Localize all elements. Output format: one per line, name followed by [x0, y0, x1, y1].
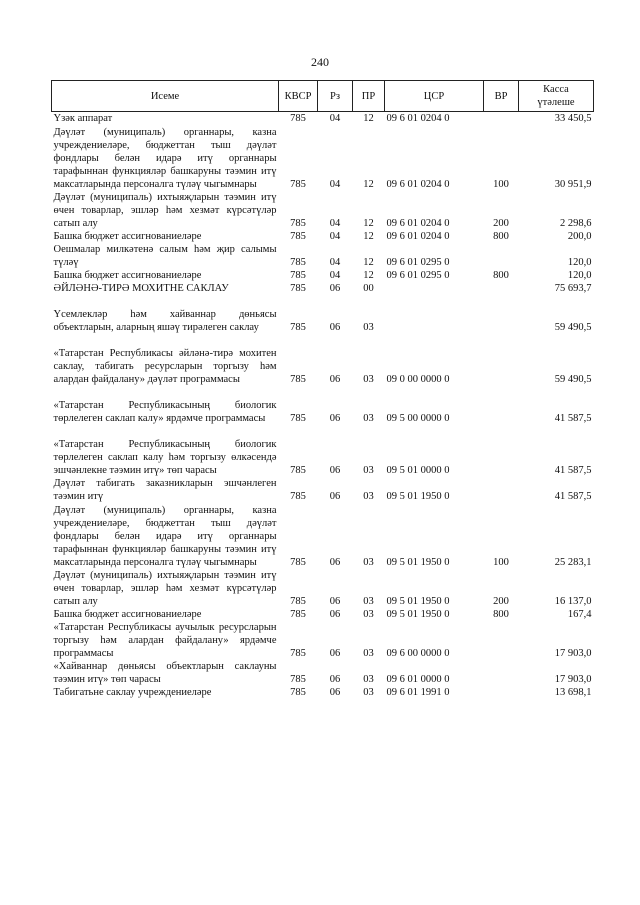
row-pr: 03 — [363, 413, 374, 424]
row-csr: 09 5 01 1950 0 — [386, 557, 450, 568]
row-rz: 06 — [329, 687, 341, 698]
row-pr: 03 — [363, 557, 374, 568]
table-row — [52, 334, 594, 386]
row-pr: 03 — [363, 674, 374, 685]
table-row — [52, 295, 594, 334]
header-name: Исеме — [52, 81, 279, 112]
header-kassa-line2: үтәлеше — [537, 97, 575, 108]
row-amount: 2 298,6 — [560, 218, 592, 229]
budget-table — [51, 80, 594, 699]
row-csr: 09 5 01 1950 0 — [386, 491, 450, 502]
row-kvsr: 785 — [290, 491, 306, 502]
row-vr — [484, 477, 519, 503]
row-csr: 09 5 01 1950 0 — [386, 596, 450, 607]
row-rz: 06 — [329, 596, 341, 607]
row-rz: 04 — [329, 257, 341, 268]
row-kvsr: 785 — [290, 609, 306, 620]
row-name: Башка бюджет ассигнованиеләре — [53, 231, 202, 242]
row-kvsr: 785 — [290, 218, 306, 229]
table-row — [52, 269, 594, 282]
row-name: Дәүләт (муниципаль) органнары, казна учреждениеләре, бюджеттан тыш дәүләт фондлары белән идарә итү органнары тарафыннан функцияләр башкаруны тәэмин итү максатларында персоналга түләү чыгымнары — [53, 505, 277, 568]
row-csr: 09 6 01 1991 0 — [386, 687, 450, 698]
row-kvsr: 785 — [290, 596, 306, 607]
row-amount: 59 490,5 — [554, 374, 592, 385]
row-amount: 59 490,5 — [554, 322, 592, 333]
row-amount: 25 283,1 — [554, 557, 592, 568]
row-kvsr: 785 — [290, 231, 306, 242]
row-rz: 06 — [329, 374, 341, 385]
row-rz: 06 — [329, 609, 341, 620]
row-vr: 800 — [493, 270, 509, 281]
row-csr: 09 6 00 0000 0 — [386, 648, 450, 659]
row-name: «Татарстан Республикасы әйләнә-тирә мохитен саклау, табигать ресурсларын торгызу һәм алардан файдалану» дәүләт программасы — [53, 348, 277, 385]
row-amount: 33 450,5 — [554, 113, 592, 124]
row-rz: 04 — [329, 218, 341, 229]
table-row — [52, 282, 594, 295]
table-row — [52, 191, 594, 230]
table-row — [52, 243, 594, 269]
table-row — [52, 125, 594, 191]
row-pr: 03 — [363, 648, 374, 659]
row-name: Дәүләт табигать заказникларын эшчәнлеген тәэмин итү — [53, 478, 277, 502]
row-pr: 12 — [363, 270, 374, 281]
row-rz: 04 — [329, 113, 341, 124]
row-csr: 09 5 00 0000 0 — [386, 413, 450, 424]
row-amount: 13 698,1 — [554, 687, 592, 698]
row-name: «Татарстан Республикасының биологик төрлелеген саклап калу һәм торгызу өлкәсендә эшчәнлекне тәэмин итү» төп чарасы — [53, 439, 277, 476]
row-vr — [484, 295, 519, 334]
row-csr: 09 6 01 0204 0 — [386, 179, 450, 190]
row-vr: 100 — [493, 557, 509, 568]
row-vr — [484, 282, 519, 295]
row-name: Оешмалар милкәтенә салым һәм җир салымы түләү — [53, 244, 277, 268]
table-row — [52, 569, 594, 608]
row-csr: 09 5 01 0000 0 — [386, 465, 450, 476]
row-name: Үзәк аппарат — [53, 113, 113, 124]
row-vr — [484, 425, 519, 477]
row-pr: 12 — [363, 257, 374, 268]
row-name: Дәүләт (муниципаль) ихтыяҗларын тәэмин итү өчен товарлар, эшләр һәм хезмәт күрсәтүләр сатып алу — [53, 192, 277, 229]
row-amount: 120,0 — [567, 270, 592, 281]
row-vr: 800 — [493, 231, 509, 242]
row-amount: 30 951,9 — [554, 179, 592, 190]
row-pr: 12 — [363, 231, 374, 242]
row-name: ӘЙЛӘНӘ-ТИРӘ МОХИТНЕ САКЛАУ — [53, 283, 229, 294]
row-amount: 16 137,0 — [554, 596, 592, 607]
row-vr — [484, 243, 519, 269]
row-kvsr: 785 — [290, 413, 306, 424]
row-vr — [484, 621, 519, 660]
row-name: Үсемлекләр һәм хайваннар дөньясы объектларын, аларның яшәү тирәлеген саклау — [53, 309, 277, 333]
row-kvsr: 785 — [290, 322, 306, 333]
header-csr: ЦСР — [385, 81, 484, 112]
row-vr: 200 — [493, 596, 509, 607]
header-kvsr: КВСР — [279, 81, 318, 112]
row-csr — [385, 295, 484, 334]
row-pr: 03 — [363, 687, 374, 698]
row-pr: 00 — [363, 283, 374, 294]
row-name: «Хайваннар дөньясы объектларын саклауны тәэмин итү» төп чарасы — [53, 661, 277, 685]
row-amount: 75 693,7 — [554, 283, 592, 294]
row-kvsr: 785 — [290, 270, 306, 281]
row-rz: 06 — [329, 648, 341, 659]
row-csr: 09 6 01 0204 0 — [386, 113, 450, 124]
row-amount: 167,4 — [567, 609, 592, 620]
row-pr: 03 — [363, 322, 374, 333]
table-row — [52, 386, 594, 425]
header-rz: Рз — [318, 81, 353, 112]
row-name: Башка бюджет ассигнованиеләре — [53, 270, 202, 281]
row-pr: 03 — [363, 374, 374, 385]
row-csr: 09 5 01 1950 0 — [386, 609, 450, 620]
row-pr: 03 — [363, 465, 374, 476]
header-vr: ВР — [484, 81, 519, 112]
table-row — [52, 112, 594, 126]
row-csr: 09 6 01 0204 0 — [386, 218, 450, 229]
row-pr: 03 — [363, 609, 374, 620]
table-row — [52, 608, 594, 621]
row-amount: 120,0 — [567, 257, 592, 268]
row-pr: 03 — [363, 491, 374, 502]
row-rz: 06 — [329, 283, 341, 294]
table-row — [52, 621, 594, 660]
row-vr — [484, 386, 519, 425]
row-pr: 12 — [363, 179, 374, 190]
row-rz: 06 — [329, 491, 341, 502]
row-kvsr: 785 — [290, 179, 306, 190]
row-rz: 06 — [329, 465, 341, 476]
header-kassa — [519, 81, 594, 112]
row-amount: 200,0 — [567, 231, 592, 242]
row-vr — [484, 686, 519, 699]
row-kvsr: 785 — [290, 687, 306, 698]
row-kvsr: 785 — [290, 465, 306, 476]
row-vr: 800 — [493, 609, 509, 620]
header-pr: ПР — [353, 81, 385, 112]
row-kvsr: 785 — [290, 648, 306, 659]
row-name: «Татарстан Республикасы аучылык ресурсларын торгызу һәм алардан файдалану» ярдәмче программасы — [53, 622, 277, 659]
row-name: Дәүләт (муниципаль) органнары, казна учреждениеләре, бюджеттан тыш дәүләт фондлары белән идарә итү органнары тарафыннан функцияләр башкаруны тәэмин итү максатларында персоналга түләү чыгымнары — [53, 127, 277, 190]
row-csr: 09 6 01 0000 0 — [386, 674, 450, 685]
row-name: Дәүләт (муниципаль) ихтыяҗларын тәэмин итү өчен товарлар, эшләр һәм хезмәт күрсәтүләр сатып алу — [53, 570, 277, 607]
row-kvsr: 785 — [290, 557, 306, 568]
table-row — [52, 660, 594, 686]
row-kvsr: 785 — [290, 674, 306, 685]
row-csr: 09 6 01 0295 0 — [386, 257, 450, 268]
row-pr: 12 — [363, 218, 374, 229]
row-amount: 17 903,0 — [554, 674, 592, 685]
row-name: Табигатьне саклау учреждениеләре — [53, 687, 212, 698]
page-number: 240 — [311, 55, 329, 69]
table-header-row — [52, 81, 594, 112]
row-amount: 41 587,5 — [554, 465, 592, 476]
row-vr — [484, 112, 519, 126]
row-name: Башка бюджет ассигнованиеләре — [53, 609, 202, 620]
row-vr: 100 — [493, 179, 509, 190]
row-vr: 200 — [493, 218, 509, 229]
row-amount: 41 587,5 — [554, 413, 592, 424]
row-amount: 17 903,0 — [554, 648, 592, 659]
row-rz: 04 — [329, 231, 341, 242]
row-rz: 06 — [329, 413, 341, 424]
row-kvsr: 785 — [290, 374, 306, 385]
header-kassa-line1: Касса — [543, 84, 569, 95]
table-row — [52, 686, 594, 699]
row-pr: 03 — [363, 596, 374, 607]
row-rz: 06 — [329, 557, 341, 568]
row-csr — [385, 282, 484, 295]
row-amount: 41 587,5 — [554, 491, 592, 502]
row-name: «Татарстан Республикасының биологик төрлелеген саклап калу» ярдәмче программасы — [53, 400, 277, 424]
table-row — [52, 425, 594, 477]
row-vr — [484, 660, 519, 686]
table-row — [52, 503, 594, 569]
row-rz: 06 — [329, 322, 341, 333]
row-kvsr: 785 — [290, 257, 306, 268]
row-csr: 09 0 00 0000 0 — [386, 374, 450, 385]
row-csr: 09 6 01 0295 0 — [386, 270, 450, 281]
row-rz: 04 — [329, 179, 341, 190]
row-kvsr: 785 — [290, 283, 306, 294]
row-pr: 12 — [363, 113, 374, 124]
table-row — [52, 477, 594, 503]
row-kvsr: 785 — [290, 113, 306, 124]
row-rz: 04 — [329, 270, 341, 281]
table-row — [52, 230, 594, 243]
row-vr — [484, 334, 519, 386]
row-rz: 06 — [329, 674, 341, 685]
row-csr: 09 6 01 0204 0 — [386, 231, 450, 242]
